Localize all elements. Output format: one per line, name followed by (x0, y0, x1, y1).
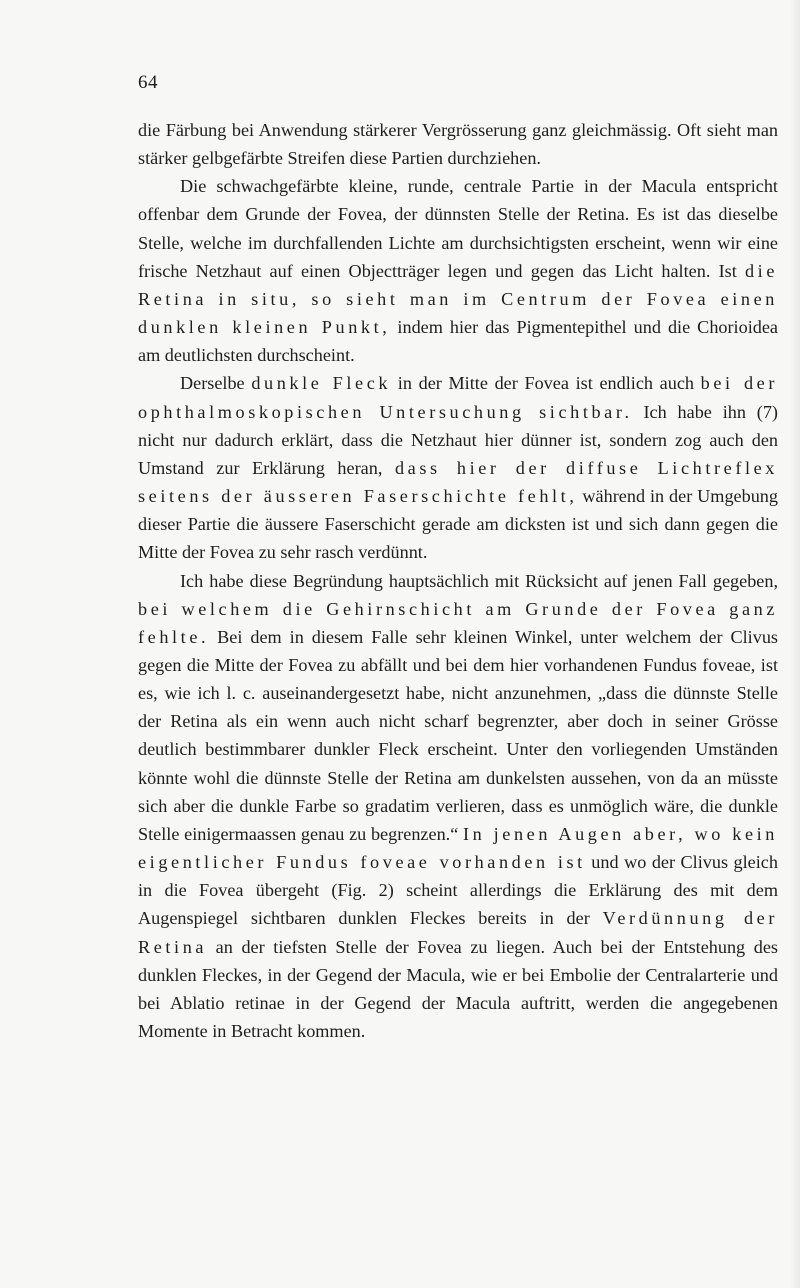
paragraph-text: während in der Umgebung dieser Partie die äussere Faserschicht gerade am dicksten ist und sich dann gegen die Mitte der Fovea zu sehr rasch verdünnt. (138, 486, 778, 563)
page-edge-shadow (790, 0, 800, 1288)
paragraph-text: Ich habe ihn (7) nicht nur dadurch erklärt, dass die Netzhaut hier dünner ist, sondern zog auch den Umstand zur Erklärung heran, (138, 401, 778, 478)
paragraph-text: an der tiefsten Stelle der Fovea zu liegen. Auch bei der Entstehung des dunklen Fleckes, in der Gegend der Macula, wie er bei Embolie der Centralarterie und bei Ablatio retinae in der Gegend der Macula auftritt, werden die angegebenen Momente in Betracht kommen. (138, 936, 778, 1041)
paragraph-text: und wo der Clivus gleich in die Fovea übergeht (Fig. 2) scheint allerdings die Erklärung des mit dem Augenspiegel sichtbaren dunklen Fleckes bereits in der (138, 852, 778, 929)
paragraph-text: Bei dem in diesem Falle sehr kleinen Winkel, unter welchem der Clivus gegen die Mitte der Fovea zu abfällt und bei dem hier vorhandenen Fundus foveae, ist es, wie ich l. c. auseinandergesetzt habe, nicht anzunehmen, „dass die dünnste Stelle der Retina als ein wenn auch nicht scharf begrenzter, aber doch in seiner Grösse deutlich bestimmbarer dunkler Fleck erscheint. Unter den vorliegenden Umständen könnte wohl die dünnste Stelle der Retina am dunkelsten aussehen, von da an müsste sich aber die dunkle Farbe so gradatim verlieren, dass es unmöglich wäre, die dunkle Stelle einigermaassen genau zu begrenzen.“ (138, 626, 778, 844)
spaced-emphasis-text: bei welchem die Gehirnschicht am Grunde der Fovea ganz fehlte. (138, 598, 778, 647)
spaced-emphasis-text: bei der ophthalmoskopischen Untersuchung sichtbar. (138, 373, 778, 422)
body-text (138, 116, 778, 1045)
paragraph (138, 116, 778, 172)
paragraph (138, 567, 778, 1046)
spaced-emphasis-text: Verdünnung der Retina (138, 908, 778, 957)
spaced-emphasis-text: die Retina in situ, so sieht man im Centrum der Fovea einen dunklen kleinen Punkt, (138, 260, 778, 338)
page-number: 64 (138, 72, 158, 93)
paragraph-text: Die schwachgefärbte kleine, runde, centrale Partie in der Macula entspricht offenbar dem Grunde der Fovea, der dünnsten Stelle der Retina. Es ist das dieselbe Stelle, welche im durchfallenden Lichte am durchsichtigsten erscheint, wenn wir eine frische Netzhaut auf einen Objectträger legen und gegen das Licht halten. Ist (138, 176, 778, 281)
paragraph-text: Ich habe diese Begründung hauptsächlich mit Rücksicht auf jenen Fall gegeben, (180, 570, 778, 591)
paragraph (138, 172, 778, 369)
paragraph-text: in der Mitte der Fovea ist endlich auch (391, 373, 701, 394)
paragraph-text: Derselbe (180, 373, 252, 394)
paragraph (138, 369, 778, 566)
spaced-emphasis-text: dass hier der diffuse Lichtreflex seitens der äusseren Faserschichte fehlt, (138, 457, 778, 507)
spaced-emphasis-text: dunkle Fleck (251, 373, 392, 394)
paragraph-text: die Färbung bei Anwendung stärkerer Vergrösserung ganz gleichmässig. Oft sieht man stärker gelbgefärbte Streifen diese Partien durchziehen. (138, 120, 778, 169)
paragraph-text: indem hier das Pigmentepithel und die Chorioidea am deutlichsten durchscheint. (138, 317, 778, 366)
spaced-emphasis-text: In jenen Augen aber, wo kein eigentlicher Fundus foveae vorhanden ist (138, 823, 778, 873)
